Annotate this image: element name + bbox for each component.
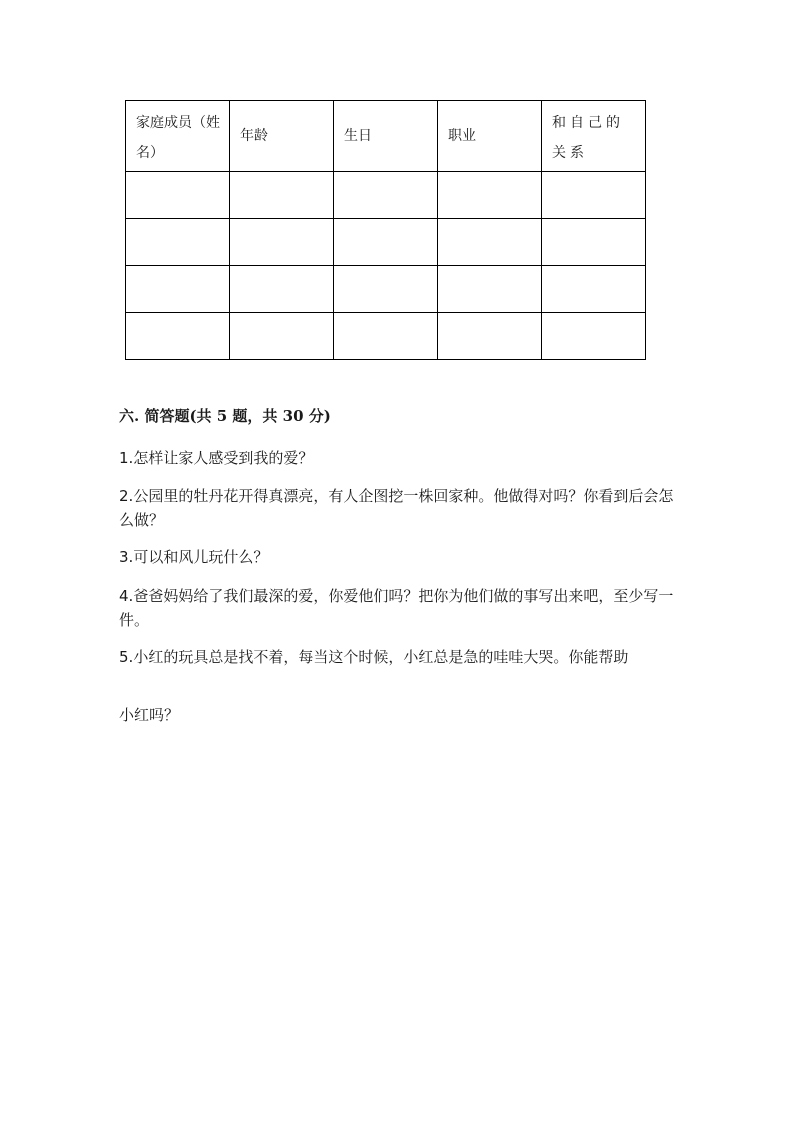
question-5-continuation: 小红吗？ xyxy=(119,706,180,724)
table-cell[interactable] xyxy=(334,219,438,266)
table-cell[interactable] xyxy=(542,313,646,360)
section-title: 六. 简答题(共 5 题，共 30 分) xyxy=(119,407,331,425)
header-cell-relationship: 和自己的关系 xyxy=(542,101,646,172)
question-1 xyxy=(119,446,679,470)
table-row xyxy=(126,313,646,360)
table-cell[interactable] xyxy=(438,266,542,313)
table-cell[interactable] xyxy=(542,219,646,266)
table-row xyxy=(126,219,646,266)
table-cell[interactable] xyxy=(230,266,334,313)
header-cell-age: 年龄 xyxy=(230,101,334,172)
table-cell[interactable] xyxy=(334,172,438,219)
table-cell[interactable] xyxy=(334,313,438,360)
header-cell-occupation: 职业 xyxy=(438,101,542,172)
question-text: 爸爸妈妈给了我们最深的爱，你爱他们吗？把你为他们做的事写出来吧，至少写一件。 xyxy=(119,587,674,629)
table-cell[interactable] xyxy=(230,313,334,360)
question-number: 1. xyxy=(119,449,134,467)
table-cell[interactable] xyxy=(230,172,334,219)
header-cell-birthday: 生日 xyxy=(334,101,438,172)
question-number: 5. xyxy=(119,648,134,666)
table-cell[interactable] xyxy=(334,266,438,313)
table-row xyxy=(126,172,646,219)
table-cell[interactable] xyxy=(126,172,230,219)
question-text: 怎样让家人感受到我的爱？ xyxy=(133,449,314,467)
table-cell[interactable] xyxy=(126,266,230,313)
table-cell[interactable] xyxy=(126,219,230,266)
table-cell[interactable] xyxy=(230,219,334,266)
question-number: 2. xyxy=(119,487,134,505)
question-text: 小红的玩具总是找不着，每当这个时候，小红总是急的哇哇大哭。你能帮助 xyxy=(133,648,629,666)
question-4 xyxy=(119,584,679,632)
family-members-table xyxy=(125,100,646,360)
table-cell[interactable] xyxy=(438,313,542,360)
question-5 xyxy=(119,645,679,669)
table-header-row xyxy=(126,101,646,172)
question-text: 公园里的牡丹花开得真漂亮，有人企图挖一株回家种。他做得对吗？你看到后会怎么做？ xyxy=(119,487,674,529)
table-cell[interactable] xyxy=(542,266,646,313)
table-row xyxy=(126,266,646,313)
table-cell[interactable] xyxy=(438,172,542,219)
table-cell[interactable] xyxy=(126,313,230,360)
question-2 xyxy=(119,484,679,532)
header-cell-name: 家庭成员（姓名） xyxy=(126,101,230,172)
table-cell[interactable] xyxy=(438,219,542,266)
table-cell[interactable] xyxy=(542,172,646,219)
question-number: 4. xyxy=(119,587,134,605)
question-number: 3. xyxy=(119,548,134,566)
question-text: 可以和风儿玩什么？ xyxy=(133,548,269,566)
question-3 xyxy=(119,545,679,569)
